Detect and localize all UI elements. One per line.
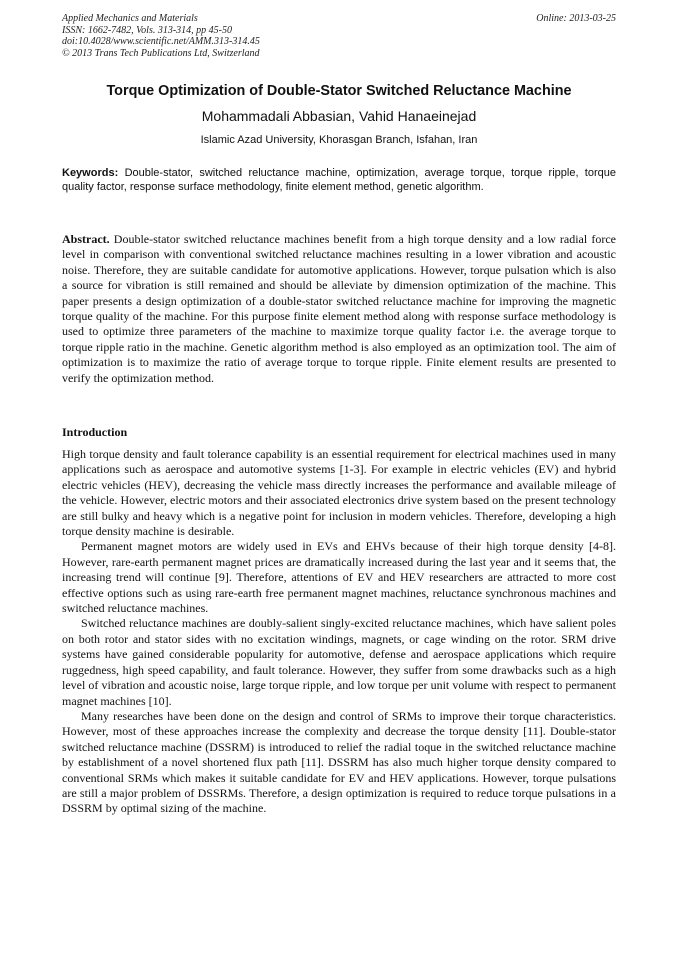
intro-paragraph-3: Switched reluctance machines are doubly-salient singly-excited reluctance machines, which have salient poles on both rotor and stator sides with no excitation windings, magnets, or cage winding on the rotor. SRM drive systems have gained considerable popularity for automotive, defense and aerospace applications which require ruggedness, high speed capability, and fault tolerance. However, they suffer from some drawbacks such as a high level of vibration and acoustic noise, large torque ripple, and low torque per unit volume with respect to permanent magnet machines [10]. bbox=[62, 616, 616, 708]
abstract-label: Abstract. bbox=[62, 232, 110, 246]
keywords-block bbox=[62, 166, 616, 195]
issn-line: ISSN: 1662-7482, Vols. 313-314, pp 45-50 bbox=[62, 24, 232, 36]
introduction-body bbox=[62, 447, 616, 817]
author-affiliation: Islamic Azad University, Khorasgan Branch, Isfahan, Iran bbox=[200, 134, 478, 146]
intro-paragraph-2: Permanent magnet motors are widely used in EVs and EHVs because of their high torque density [4-8]. However, rare-earth permanent magnet prices are dramatically increased during the last year and it seems that, the increasing trend will continue [9]. Therefore, attentions of EV and HEV researchers are attracted to more cost effective options such as using rare-earth free permanent magnet machines, reluctance synchronous machines and switched reluctance machines. bbox=[62, 539, 616, 616]
paper-title: Torque Optimization of Double-Stator Switched Reluctance Machine bbox=[106, 83, 572, 99]
doi-line: doi:10.4028/www.scientific.net/AMM.313-314.45 bbox=[62, 36, 260, 47]
intro-paragraph-4: Many researches have been done on the design and control of SRMs to improve their torque characteristics. However, most of these approaches increase the complexity and decrease the torque density [11]. Double-stator switched reluctance machine (DSSRM) is introduced to relief the radial toque in the switched reluctance machine by establishment of a novel shortened flux path [11]. DSSRM has also much higher torque density compared to conventional SRMs which makes it suitable candidate for EV and HEV applications. However, torque pulsations are still a major problem of DSSRMs. Therefore, a design optimization is required to reduce torque pulsations in a DSSRM by optimal sizing of the machine. bbox=[62, 708, 616, 816]
paper-authors: Mohammadali Abbasian, Vahid Hanaeinejad bbox=[201, 108, 477, 124]
abstract-text: Double-stator switched reluctance machines benefit from a high torque density and a low radial force level in comparison with conventional switched reluctance machines resulting in a lower vibration and acoustic noise. Therefore, they are suitable candidate for automotive applications. However, torque pulsation which is also a source for vibration is still remained and should be alleviate by dimension optimization of the machine. This paper presents a design optimization of a double-stator switched reluctance machine for improving the magnetic torque quality of the machine. For this purpose finite element method along with response surface methodology is used to optimize three parameters of the machine to maximize torque quality factor i.e. the average torque to torque ripple ratio in the machine. Genetic algorithm method is also employed as an optimization tool. The aim of optimization is to maximize the ratio of average torque to torque ripple. Finite element results are presented to verify the optimization method. bbox=[62, 232, 616, 385]
journal-header bbox=[62, 13, 616, 59]
section-heading-introduction: Introduction bbox=[62, 425, 128, 439]
keywords-text: Double-stator, switched reluctance machine, optimization, average torque, torque ripple, torque quality factor, response surface methodology, finite element method, genetic algorithm. bbox=[62, 167, 616, 194]
intro-paragraph-1: High torque density and fault tolerance capability is an essential requirement for electrical machines used in many applications such as aerospace and automotive systems [1-3]. For example in electric vehicles (EV) and hybrid electric vehicles (HEV), decreasing the vehicle mass directly increases the performance and available mileage of the vehicle. However, electric motors and their associated electronics drive system based on the present technology are still bulky and heavy which is a negative point for inclusion in modern vehicles. Therefore, developing a high torque density machine is desirable. bbox=[62, 447, 616, 539]
keywords-label: Keywords: bbox=[62, 167, 119, 179]
online-date: Online: 2013-03-25 bbox=[536, 13, 616, 24]
copyright-line: © 2013 Trans Tech Publications Ltd, Switzerland bbox=[62, 47, 260, 59]
journal-name: Applied Mechanics and Materials bbox=[62, 13, 198, 24]
abstract-block bbox=[62, 232, 616, 386]
